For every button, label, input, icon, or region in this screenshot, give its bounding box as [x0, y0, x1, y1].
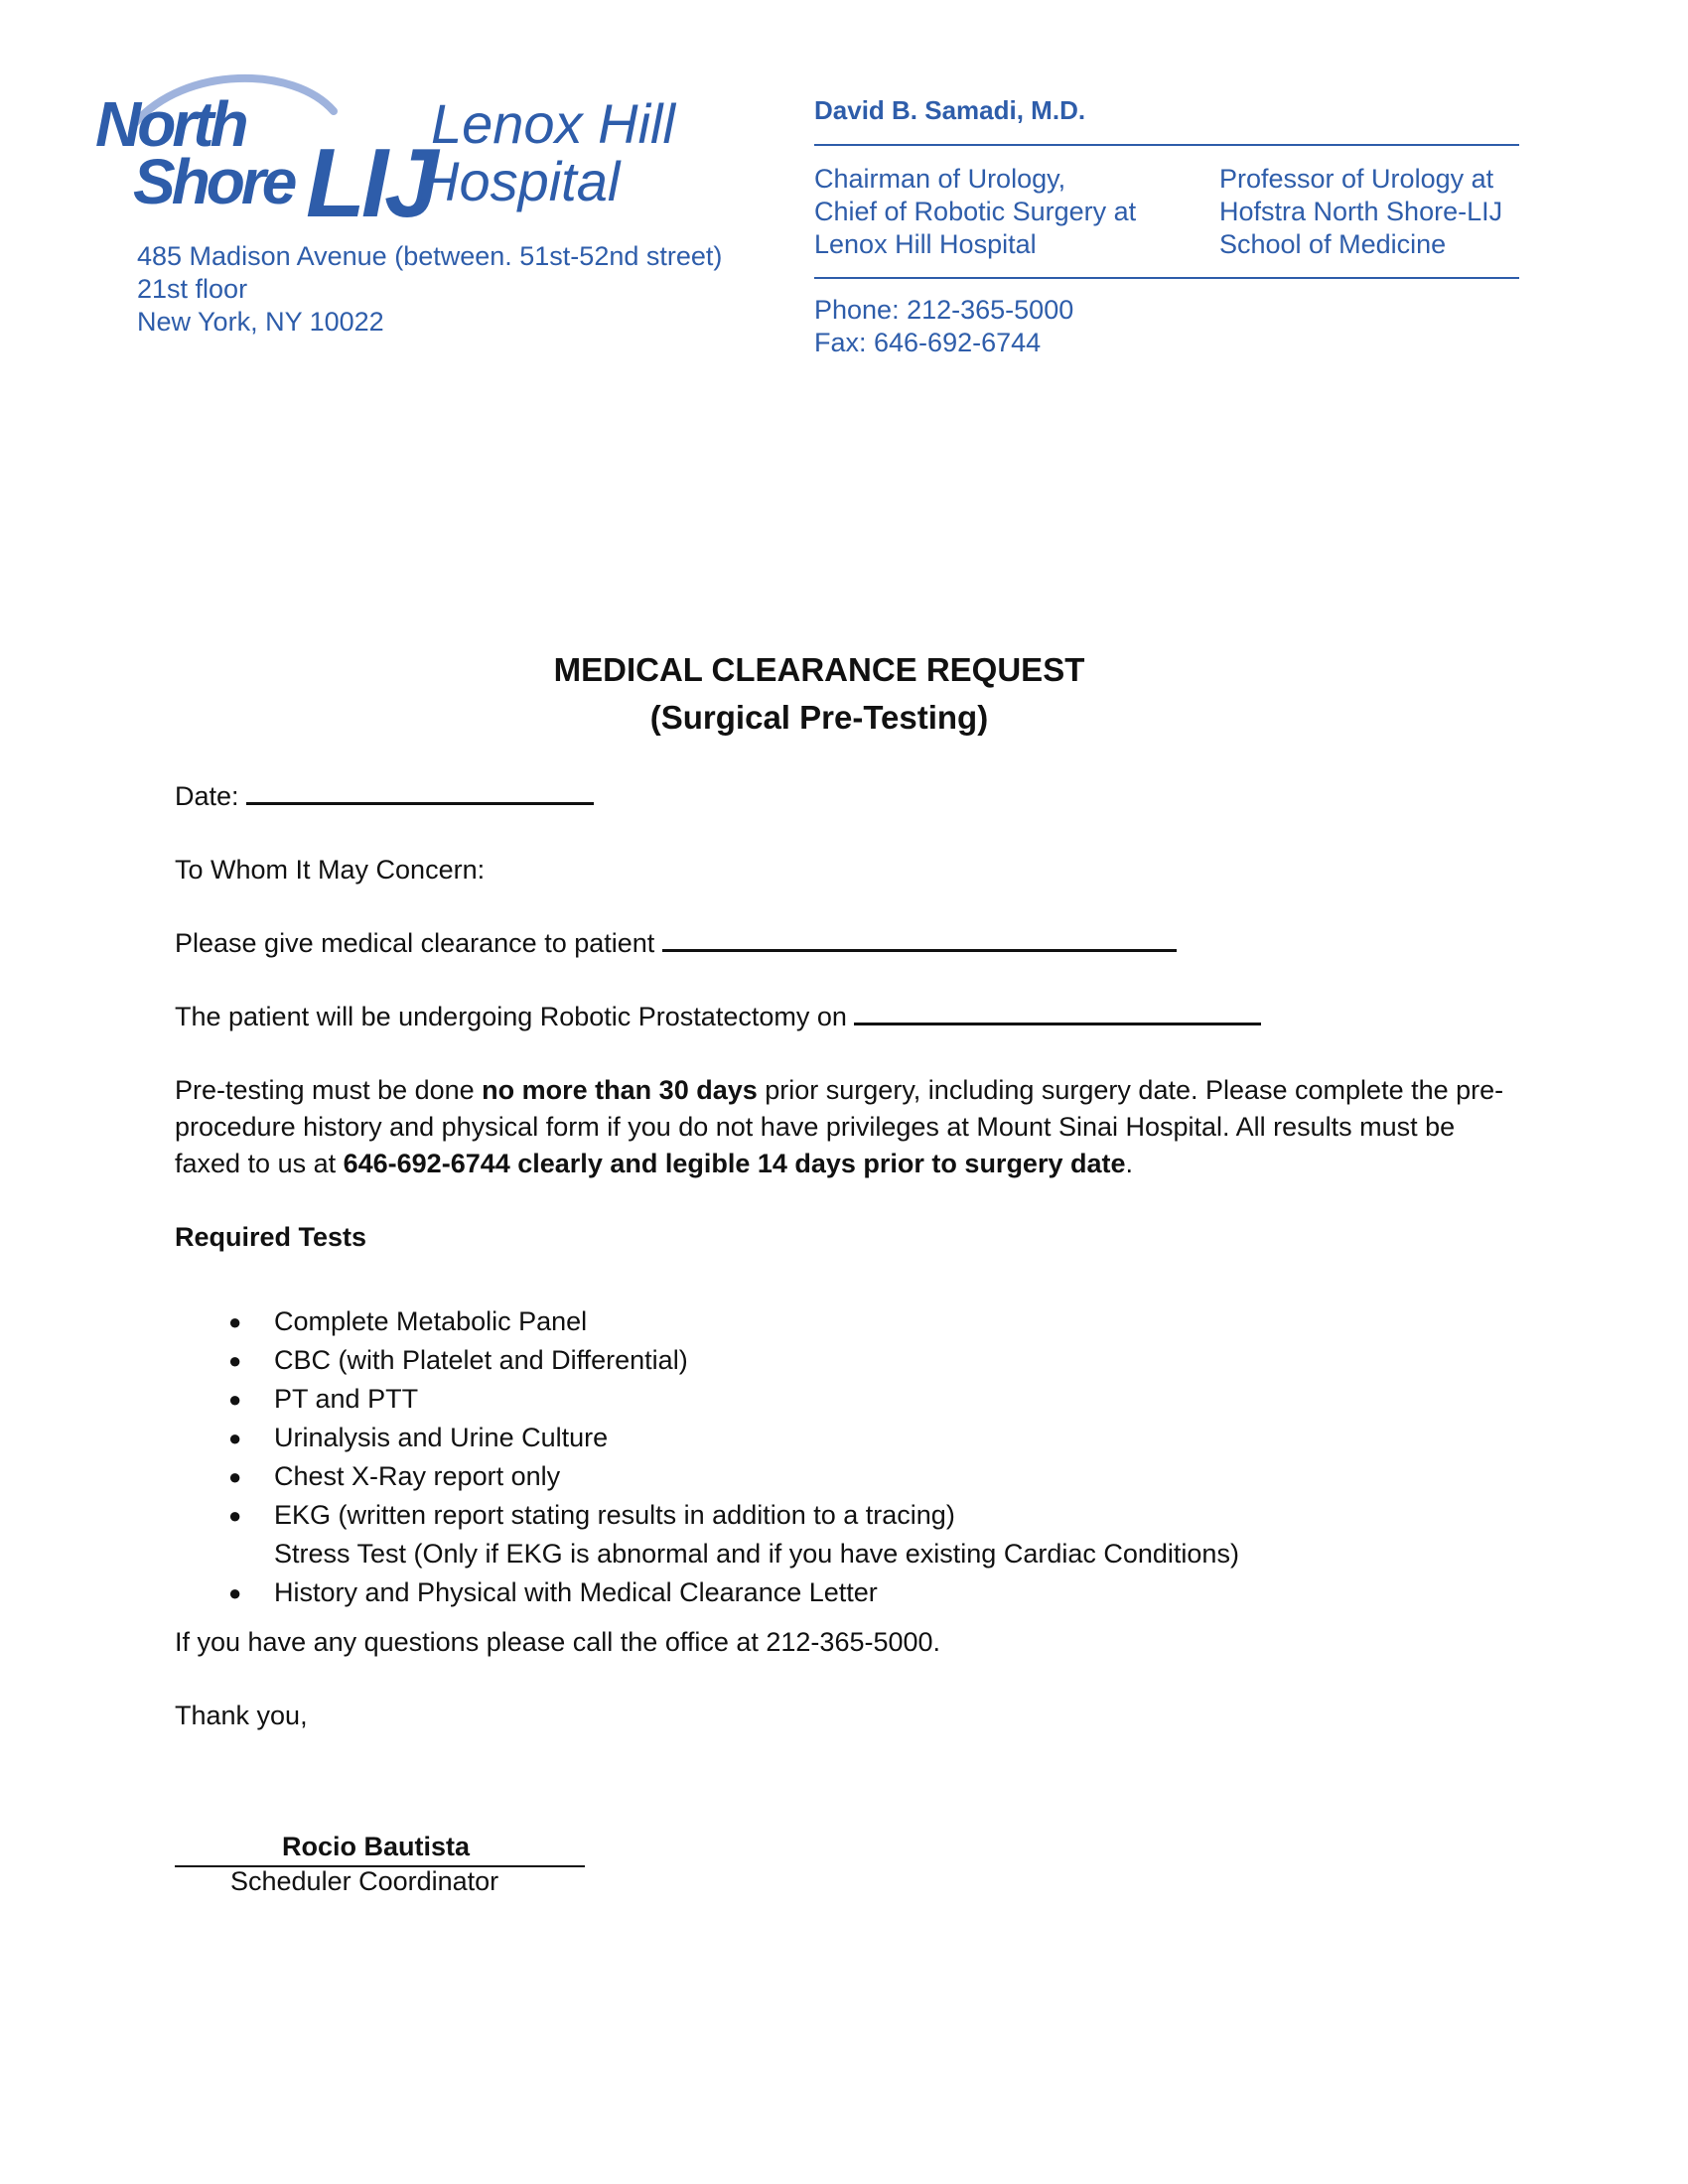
title-line: School of Medicine [1219, 229, 1447, 259]
date-label: Date: [175, 781, 239, 811]
list-item-text: Urinalysis and Urine Culture [274, 1423, 609, 1452]
bullet-icon: ● [228, 1309, 242, 1334]
document-title: MEDICAL CLEARANCE REQUEST [553, 651, 1085, 688]
instructions-text: . [1125, 1149, 1134, 1178]
signer-title: Scheduler Coordinator [230, 1866, 499, 1896]
document-subtitle: (Surgical Pre-Testing) [649, 699, 989, 736]
list-item-text: Complete Metabolic Panel [274, 1306, 588, 1336]
fax-number: Fax: 646-692-6744 [814, 328, 1042, 357]
procedure-date-blank-field[interactable] [854, 1001, 1261, 1025]
phone-number: Phone: 212-365-5000 [814, 295, 1074, 325]
address-line: 485 Madison Avenue (between. 51st-52nd street) [137, 241, 723, 271]
contact-info [814, 294, 1073, 359]
title-line: Professor of Urology at [1219, 164, 1494, 194]
doctor-name: David B. Samadi, M.D. [814, 95, 1086, 125]
logo-hospital: Hospital [419, 150, 621, 212]
address-line: 21st floor [137, 274, 248, 304]
list-item-text: History and Physical with Medical Clearance Letter [274, 1577, 878, 1607]
list-item-text: Chest X-Ray report only [274, 1461, 561, 1491]
list-item [175, 1302, 1466, 1341]
header-divider [814, 277, 1519, 279]
list-item [175, 1535, 1466, 1573]
patient-row [175, 925, 1505, 962]
header-divider [814, 144, 1519, 146]
list-item [175, 1341, 1466, 1380]
list-item [175, 1457, 1466, 1496]
list-item [175, 1496, 1466, 1535]
bullet-icon: ● [228, 1503, 242, 1528]
title-line: Chairman of Urology, [814, 164, 1066, 194]
list-item [175, 1419, 1466, 1457]
patient-label: Please give medical clearance to patient [175, 928, 655, 958]
signer-name: Rocio Bautista [175, 1829, 585, 1867]
instructions-paragraph [175, 1072, 1505, 1182]
signature-line [175, 1829, 585, 1867]
instructions-text: prior surgery, including surgery date. Please complete the pre-procedure history and physical form if you do not have privileges at Mount Sinai Hospital. All results must be faxed to us at [175, 1075, 1504, 1178]
logo-lij: LIJ [306, 128, 435, 237]
logo-shore: Shore [133, 146, 294, 217]
thank-you: Thank you, [175, 1701, 308, 1730]
instructions-emphasis: no more than 30 days [482, 1075, 758, 1105]
date-row [175, 778, 1505, 815]
procedure-label: The patient will be undergoing Robotic Prostatectomy on [175, 1002, 847, 1031]
list-item-text: EKG (written report stating results in addition to a tracing) [274, 1500, 955, 1530]
bullet-icon: ● [228, 1426, 242, 1450]
title-line: Chief of Robotic Surgery at [814, 197, 1137, 226]
required-tests-list [175, 1302, 1466, 1612]
hospital-address [137, 240, 722, 339]
bullet-icon: ● [228, 1580, 242, 1605]
greeting: To Whom It May Concern: [175, 855, 486, 885]
list-item-text: CBC (with Platelet and Differential) [274, 1345, 688, 1375]
hospital-logo [95, 71, 790, 237]
logo-north: North [95, 88, 245, 160]
title-line: Lenox Hill Hospital [814, 229, 1037, 259]
patient-name-blank-field[interactable] [662, 927, 1177, 952]
fax-deadline-emphasis: 646-692-6744 clearly and legible 14 days prior to surgery date [343, 1149, 1126, 1178]
list-item-text: Stress Test (Only if EKG is abnormal and if you have existing Cardiac Conditions) [274, 1539, 1239, 1569]
list-item-text: PT and PTT [274, 1384, 419, 1414]
bullet-icon: ● [228, 1387, 242, 1412]
date-blank-field[interactable] [246, 780, 594, 805]
title-line: Hofstra North Shore-LIJ [1219, 197, 1503, 226]
list-item [175, 1380, 1466, 1419]
list-item [175, 1573, 1466, 1612]
doctor-titles-left [814, 163, 1136, 261]
questions-line: If you have any questions please call the office at 212-365-5000. [175, 1627, 941, 1657]
instructions-text: Pre-testing must be done [175, 1075, 483, 1105]
address-line: New York, NY 10022 [137, 307, 384, 337]
required-tests-heading: Required Tests [175, 1222, 367, 1252]
doctor-titles-right [1219, 163, 1502, 261]
logo-lenox-hill: Lenox Hill [431, 92, 675, 155]
bullet-icon: ● [228, 1464, 242, 1489]
procedure-row [175, 999, 1505, 1035]
bullet-icon: ● [228, 1348, 242, 1373]
